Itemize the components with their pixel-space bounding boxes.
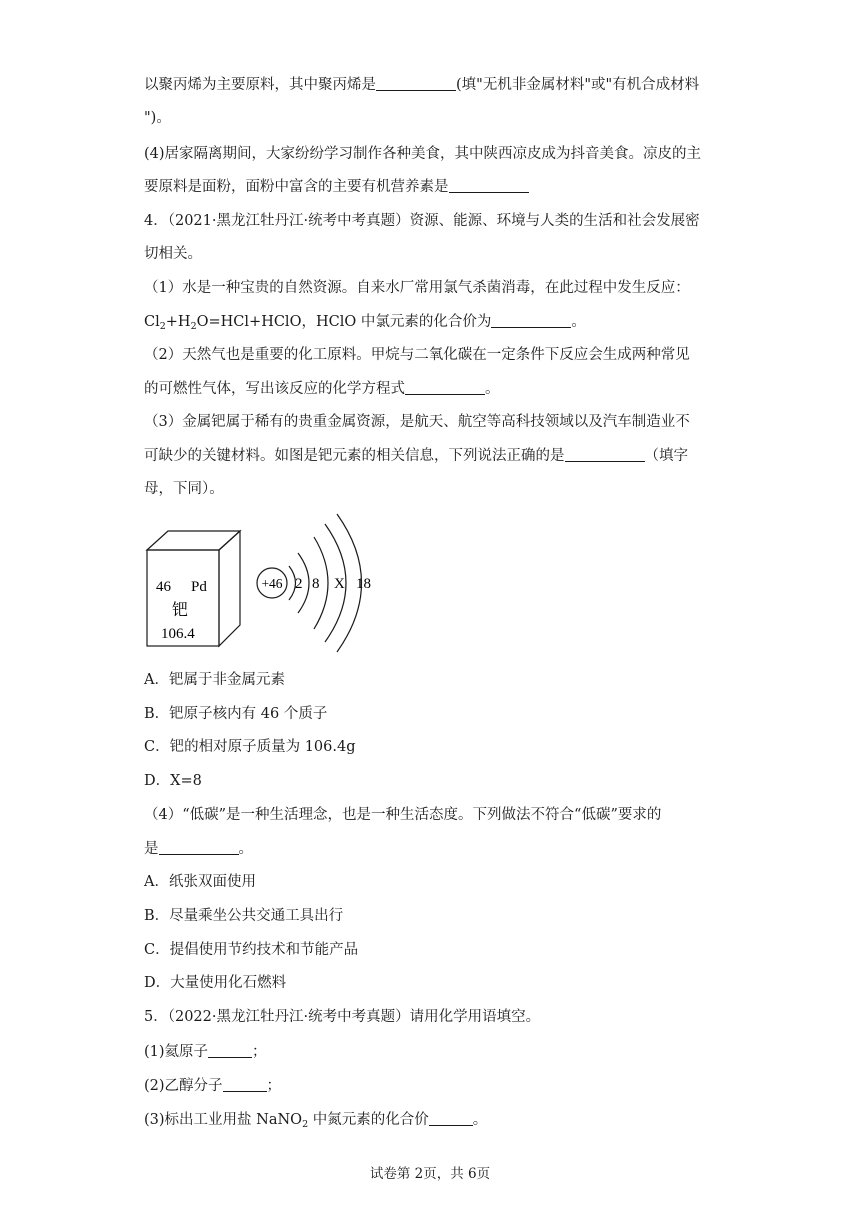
q3-line-1 [144, 74, 699, 95]
q3-part4-line-1: (4)居家隔离期间，大家纷纷学习制作各种美食，其中陕西凉皮成为抖音美食。凉皮的主 [144, 146, 702, 162]
q4-part1-line-1: （1）水是一种宝贵的自然资源。自来水厂常用氯气杀菌消毒，在此过程中发生反应： [144, 280, 690, 296]
answer-blank[interactable] [405, 378, 485, 395]
q4-p4-option-c: C．提倡使用节约技术和节能产品 [144, 942, 359, 958]
q5-text: ； [252, 1044, 267, 1060]
answer-blank[interactable] [376, 74, 456, 91]
element-name: 钯 [172, 602, 189, 619]
q5-text: (3)标出工业用盐 NaNO [144, 1112, 303, 1128]
q5-text: 中氮元素的化合价 [308, 1112, 429, 1128]
q4-part2-line-2 [144, 378, 500, 399]
q5-part1 [144, 1041, 267, 1062]
shell-count-4: 18 [356, 576, 371, 592]
q5-text: (2)乙醇分子 [144, 1078, 223, 1094]
nucleus-charge: +46 [261, 576, 283, 591]
shell-count-1: 2 [295, 576, 303, 592]
shell-count-2: 8 [312, 576, 320, 592]
q3-line-2: ")。 [144, 110, 171, 126]
answer-blank[interactable] [449, 176, 529, 193]
q4-p3-option-d: D．X=8 [144, 773, 202, 789]
q3-text: (填"无机非金属材料"或"有机合成材料 [456, 77, 700, 93]
q4-p4-option-b: B．尽量乘坐公共交通工具出行 [144, 908, 344, 924]
q4-part3-line-1: （3）金属钯属于稀有的贵重金属资源，是航天、航空等高科技领域以及汽车制造业不 [144, 414, 690, 430]
q4-text: 。 [485, 381, 500, 397]
q4-text: 。 [238, 841, 253, 857]
q4-text: （填字 [644, 448, 688, 464]
q4-part1-equation [144, 311, 586, 332]
q4-p4-option-a: A．纸张双面使用 [144, 874, 256, 890]
palladium-figure [144, 510, 404, 660]
q4-heading-line-2: 切相关。 [144, 246, 202, 262]
q4-text: 可缺少的关键材料。如图是钯元素的相关信息，下列说法正确的是 [144, 448, 565, 464]
q4-part4-line-2 [144, 838, 253, 859]
atomic-mass: 106.4 [161, 626, 195, 642]
q4-p4-option-d: D．大量使用化石燃料 [144, 975, 287, 991]
answer-blank[interactable] [159, 838, 239, 855]
eq-subscript: 2 [159, 321, 166, 332]
q4-p3-option-b: B．钯原子核内有 46 个质子 [144, 706, 328, 722]
atomic-number: 46 [156, 579, 171, 595]
answer-blank[interactable] [491, 311, 571, 328]
answer-blank[interactable] [208, 1041, 252, 1058]
q5-subscript: 2 [302, 1119, 309, 1130]
q4-text: 是 [144, 841, 159, 857]
q4-text: 的可燃性气体，写出该反应的化学方程式 [144, 381, 405, 397]
q4-part4-line-1: （4）“低碳”是一种生活理念，也是一种生活态度。下列做法不符合“低碳”要求的 [144, 807, 662, 823]
answer-blank[interactable] [429, 1109, 473, 1126]
eq-text: O=HCl+HClO，HClO 中氯元素的化合价为 [196, 314, 492, 330]
q4-part2-line-1: （2）天然气也是重要的化工原料。甲烷与二氧化碳在一定条件下反应会生成两种常见 [144, 347, 690, 363]
q5-part2 [144, 1075, 281, 1096]
q3-text: 要原料是面粉，面粉中富含的主要有机营养素是 [144, 179, 449, 195]
q4-p3-option-c: C．钯的相对原子质量为 106.4g [144, 739, 356, 755]
q5-part3 [144, 1109, 487, 1130]
page-footer: 试卷第 2页，共 6页 [369, 1166, 491, 1182]
q5-heading: 5．（2022·黑龙江牡丹江·统考中考真题）请用化学用语填空。 [144, 1009, 541, 1025]
element-symbol: Pd [191, 579, 207, 595]
eq-text: 。 [571, 314, 586, 330]
eq-text: +H [165, 314, 191, 330]
answer-blank[interactable] [223, 1075, 267, 1092]
eq-text: Cl [144, 314, 160, 330]
q4-p3-option-a: A．钯属于非金属元素 [144, 672, 285, 688]
q5-text: ； [266, 1078, 282, 1094]
q4-part3-line-3: 母，下同）。 [144, 481, 224, 497]
q3-part4-line-2 [144, 176, 529, 197]
shell-count-3: X [334, 576, 345, 592]
q4-heading-line-1: 4．（2021·黑龙江牡丹江·统考中考真题）资源、能源、环境与人类的生活和社会发展密 [144, 213, 700, 229]
q5-text: (1)氦原子 [144, 1044, 209, 1060]
q4-part3-line-2 [144, 445, 688, 466]
answer-blank[interactable] [565, 445, 645, 462]
q3-text: 以聚丙烯为主要原料，其中聚丙烯是 [144, 77, 376, 93]
eq-subscript: 2 [190, 321, 197, 332]
q5-text: 。 [472, 1112, 488, 1128]
